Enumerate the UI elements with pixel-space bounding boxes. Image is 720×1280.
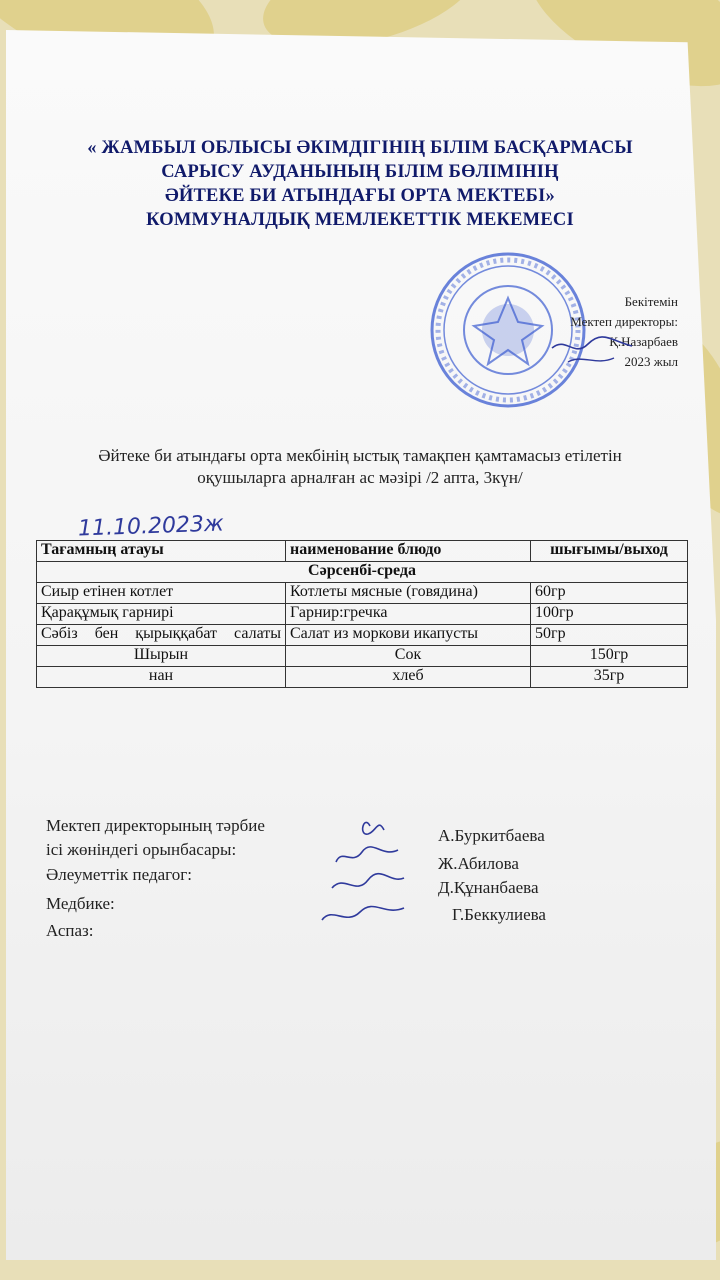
header-line-1: « ЖАМБЫЛ ОБЛЫСЫ ӘКІМДІГІНІҢ БІЛІМ БАСҚАРМАСЫ (87, 138, 633, 158)
signature-name-4: Г.Беккулиева (452, 905, 546, 924)
menu-table (36, 540, 688, 688)
dish-ru: хлеб (286, 667, 531, 688)
dish-output: 150гр (531, 646, 688, 667)
day-label: Сәрсенбі-среда (37, 562, 688, 583)
table-row (37, 604, 688, 625)
signature-label-1: Мектеп директорының тәрбие (46, 816, 265, 835)
dish-kz: Қарақұмық гарнирі (37, 604, 286, 625)
signature-name-1: А.Буркитбаева (438, 826, 545, 845)
dish-output: 60гр (531, 583, 688, 604)
approval-line-1: Бекітемін (624, 294, 678, 309)
doc-title-line-1: Әйтеке би атындағы орта мекбінің ыстық тамақпен қамтамасыз етілетін (98, 446, 622, 465)
approval-line-2: Мектеп директоры: (570, 314, 678, 329)
header-line-2: САРЫСУ АУДАНЫНЫҢ БІЛІМ БӨЛІМІНІҢ (161, 162, 559, 182)
header-name-kz: Тағамның атауы (37, 541, 286, 562)
dish-ru: Котлеты мясные (говядина) (286, 583, 531, 604)
dish-output: 35гр (531, 667, 688, 688)
signature-name-3: Д.Құнанбаева (438, 878, 539, 897)
dish-ru: Гарнир:гречка (286, 604, 531, 625)
staff-signatures (318, 812, 418, 942)
signature-label-4: Медбике: (46, 894, 115, 913)
signature-name-2: Ж.Абилова (438, 854, 519, 873)
day-row (37, 562, 688, 583)
table-row (37, 625, 688, 646)
dish-kz: Сиыр етінен котлет (37, 583, 286, 604)
dish-ru: Сок (286, 646, 531, 667)
handwritten-date: 11.10.2023ж (77, 511, 225, 542)
dish-output: 100гр (531, 604, 688, 625)
director-signature (548, 332, 638, 372)
dish-kz: нан (37, 667, 286, 688)
header-name-ru: наименование блюдо (286, 541, 531, 562)
header-output: шығымы/выход (531, 541, 688, 562)
dish-output: 50гр (531, 625, 688, 646)
approval-line-3: Қ.Назарбаев (609, 334, 678, 349)
dish-ru: Салат из моркови икапусты (286, 625, 531, 646)
table-row (37, 646, 688, 667)
header-line-4: КОММУНАЛДЫҚ МЕМЛЕКЕТТІК МЕКЕМЕСІ (146, 210, 574, 230)
dish-kz: Шырын (37, 646, 286, 667)
signature-label-3: Әлеуметтік педагог: (46, 865, 192, 884)
header-line-3: ӘЙТЕКЕ БИ АТЫНДАҒЫ ОРТА МЕКТЕБІ» (165, 186, 555, 206)
doc-title-line-2: оқушыларга арналған ас мәзірі /2 апта, 3күн/ (197, 468, 523, 487)
approval-line-4: 2023 жыл (624, 354, 678, 369)
table-row (37, 583, 688, 604)
dish-kz: Сәбіз бен қырыққабат салаты (37, 625, 286, 646)
signature-label-2: ісі жөніндегі орынбасары: (46, 840, 237, 859)
table-header-row (37, 541, 688, 562)
table-row (37, 667, 688, 688)
signature-label-5: Аспаз: (46, 921, 94, 940)
official-stamp (428, 250, 588, 410)
